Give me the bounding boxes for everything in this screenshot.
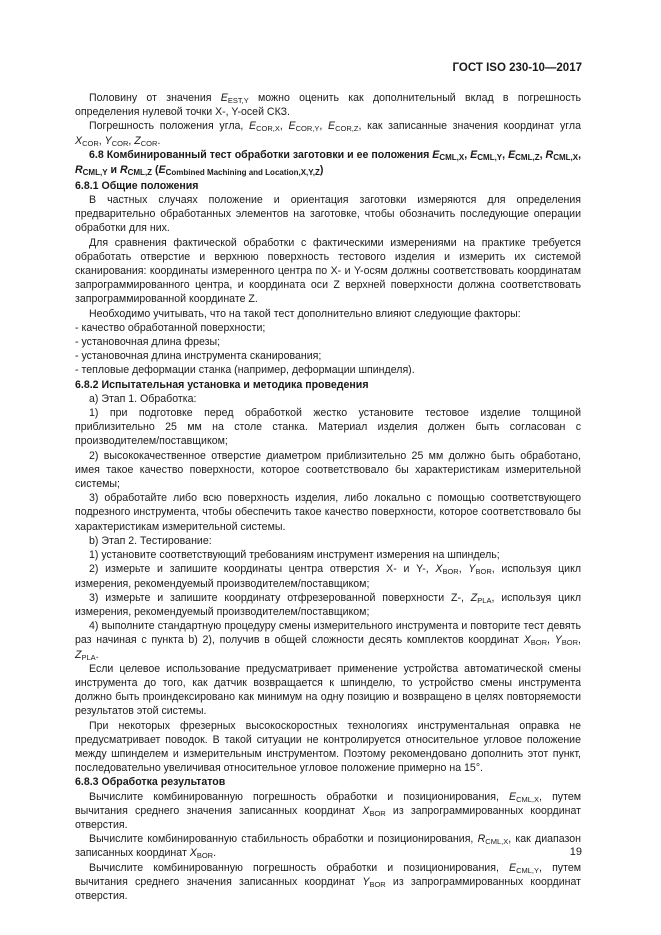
paragraph: а) Этап 1. Обработка:	[89, 392, 197, 405]
paragraph: 2) высококачественное отверстие диаметром приблизительно 25 мм должно быть обработано, имея такое качество поверхности, которое соответствовало бы характеристикам измерительной системы;	[75, 449, 581, 491]
paragraph-est-y: Половину от значения $E_{EST,Y}$ можно оценить как дополнительный вклад в погрешность определения нулевой точки X-, Y-осей СКЗ.	[75, 92, 581, 119]
list-item: - установочная длина инструмента сканирования;	[75, 350, 322, 363]
paragraph: Если целевое использование предусматривает применение устройства автоматической смены инструмента до того, как датчик возвращается к шпинделю, то устройство смены инструмента должно быть проиндексировано как минимум на одну позицию и возвращено в целях повторяемости результатов этой системы.	[75, 662, 581, 718]
section-6-8-heading: 6.8 Комбинированный тест обработки заготовки и ее положения $E_{CML,X}$, $E_{CML,Y}$, $E_{CML,Z}$, $R_{CML,X}$, $R_{CML,Y}$ и $R_{CML,Z}$ $(E_{Combined Machining and Location,X,Y,Z})$	[75, 148, 582, 178]
paragraph: b) Этап 2. Тестирование:	[89, 534, 212, 547]
paragraph: Для сравнения фактической обработки с фактическими измерениями на практике требуется обработать отверстие и верхнюю поверхность тестового изделия и измерить их системой сканирования: координаты измеренного центра по X- и Y-осям должны соответствовать координатам запрограммированного центра, и координата оси Z верхней поверхности должна соответствовать запрограммированной координате Z.	[75, 236, 581, 306]
paragraph-corner-error: Погрешность положения угла, $E_{COR,X}$, $E_{COR,Y}$, $E_{COR,Z}$, как записанные значения координат угла $X_{COR}$, $Y_{COR}$, $Z_{COR}$.	[75, 120, 581, 148]
paragraph: 1) при подготовке перед обработкой жестко установите тестовое изделие толщиной приблизительно 25 мм на столе станка. Материал изделия должен быть согласован с производителем/поставщиком;	[75, 407, 581, 448]
paragraph: Вычислите комбинированную погрешность обработки и позиционирования, $E_{CML,X}$, путем вычитания среднего значения записанных координат $X_{BOR}$ из запрограммированных координат отверстия.	[75, 790, 582, 831]
list-item: - тепловые деформации станка (например, деформации шпинделя).	[75, 364, 415, 377]
list-item: - установочная длина фрезы;	[75, 336, 221, 349]
paragraph: 3) обработайте либо всю поверхность изделия, либо локально с помощью соответствующего подрезного инструмента, чтобы обеспечить такое качество поверхности, которое соответствовало бы характеристикам измерительной системы.	[75, 492, 581, 533]
paragraph: В частных случаях положение и ориентация заготовки измеряются для определения предварительно обработанных элементов на заготовке, чтобы обозначить последующие операции обработки для них.	[75, 194, 581, 235]
section-6-8-3-heading: 6.8.3 Обработка результатов	[75, 776, 226, 789]
list-item: - качество обработанной поверхности;	[75, 321, 266, 334]
section-6-8-1-heading: 6.8.1 Общие положения	[75, 179, 199, 192]
page-number: 19	[569, 846, 582, 858]
paragraph: 1) установите соответствующий требованиям инструмент измерения на шпиндель;	[89, 549, 500, 562]
paragraph: Вычислите комбинированную стабильность обработки и позиционирования, $R_{CML,X}$, как диапазон записанных координат $X_{BOR}$.	[75, 833, 581, 861]
paragraph: 3) измерьте и запишите координату отфрезерованной поверхности Z-, $Z_{PLA}$, используя цикл измерения, рекомендуемый производителем/поставщиком;	[75, 591, 582, 618]
document-header: ГОСТ ISO 230-10—2017	[452, 62, 582, 74]
paragraph: 2) измерьте и запишите координаты центра отверстия X- и Y-, $X_{BOR}$, $Y_{BOR}$, используя цикл измерения, рекомендуемый производителем/поставщиком;	[75, 563, 582, 590]
paragraph: При некоторых фрезерных высокоскоростных технологиях инструментальная оправка не предусматривает поводок. В такой ситуации не контролируется относительное угловое положение между шпинделем и измерительным инструментом. Поэтому рекомендовано дополнить этот пункт, последовательно увеличивая относительное угловое положение примерно на 15°.	[75, 719, 581, 775]
paragraph: Необходимо учитывать, что на такой тест дополнительно влияют следующие факторы:	[89, 307, 521, 320]
paragraph: 4) выполните стандартную процедуру смены измерительного инструмента и повторите тест девять раз начиная с пункта b) 2), получив в общей сложности десять комплектов координат $X_{BOR}$, $Y_{BOR}$, $Z_{PLA}$.	[75, 620, 581, 662]
document-body	[75, 91, 581, 903]
paragraph: Вычислите комбинированную погрешность обработки и позиционирования, $E_{CML,Y}$, путем вычитания среднего значения записанных координат $Y_{BOR}$ из запрограммированных координат отверстия.	[75, 861, 582, 902]
section-6-8-2-heading: 6.8.2 Испытательная установка и методика проведения	[75, 378, 369, 391]
